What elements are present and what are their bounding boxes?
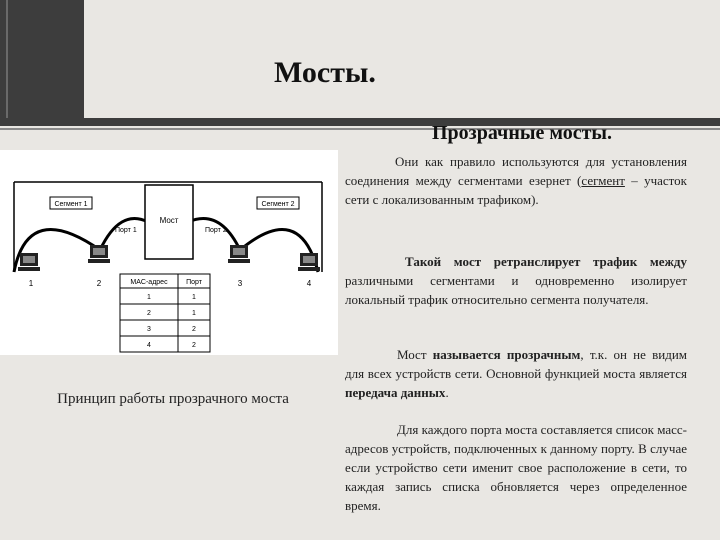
bridge-label: Мост <box>159 216 179 225</box>
table-cell: 2 <box>147 310 151 317</box>
section-subtitle: Прозрачные мосты. <box>432 122 613 144</box>
segment-term: сегмент <box>581 173 625 188</box>
port-2-label: Порт 2 <box>205 227 227 234</box>
computer-icon <box>298 253 320 271</box>
decorative-left-bar <box>0 0 84 118</box>
table-cell: 1 <box>192 310 196 317</box>
paragraph-mac-list: Для каждого порта моста составляется список масс-адресов устройств, подключенных к данному порту. В случае если устройство сети именит свое расположение в сети, то каждая запись списка обновляется через определенное время. <box>345 422 687 513</box>
station-label: 1 <box>28 279 34 288</box>
table-cell: 4 <box>147 342 151 349</box>
table-cell: 1 <box>147 294 151 301</box>
computer-icon <box>228 245 250 263</box>
computer-icon <box>88 245 110 263</box>
port-1-label: Порт 1 <box>115 227 137 234</box>
segment-2-label: Сегмент 2 <box>261 201 295 208</box>
segment-1-label: Сегмент 1 <box>54 201 88 208</box>
paragraph-retransmit: Такой мост ретранслирует трафик между различными сегментами и одновременно изолирует локальный трафик относительно сегмента получателя. <box>345 254 687 307</box>
page-title: Мосты. <box>274 56 376 89</box>
table-cell: 2 <box>192 342 196 349</box>
table-header-mac: MAC-адрес <box>130 279 168 286</box>
bridge-diagram <box>0 150 338 355</box>
diagram-caption: Принцип работы прозрачного моста <box>57 391 289 407</box>
station-label: 4 <box>306 279 312 288</box>
table-cell: 1 <box>192 294 196 301</box>
station-label: 2 <box>96 279 102 288</box>
mac-table <box>120 274 210 352</box>
paragraph-transparent: Мост называется прозрачным, т.к. он не видим для всех устройств сети. Основной функцией моста является передача данных. <box>345 347 687 400</box>
table-cell: 3 <box>147 326 151 333</box>
paragraph-definition: Они как правило используются для установления соединения между сегментами езернет (сегмент – участок сети с локализованным трафиком). <box>345 154 687 207</box>
table-cell: 2 <box>192 326 196 333</box>
station-label: 3 <box>237 279 243 288</box>
computer-icon <box>18 253 40 271</box>
table-header-port: Порт <box>186 279 202 286</box>
